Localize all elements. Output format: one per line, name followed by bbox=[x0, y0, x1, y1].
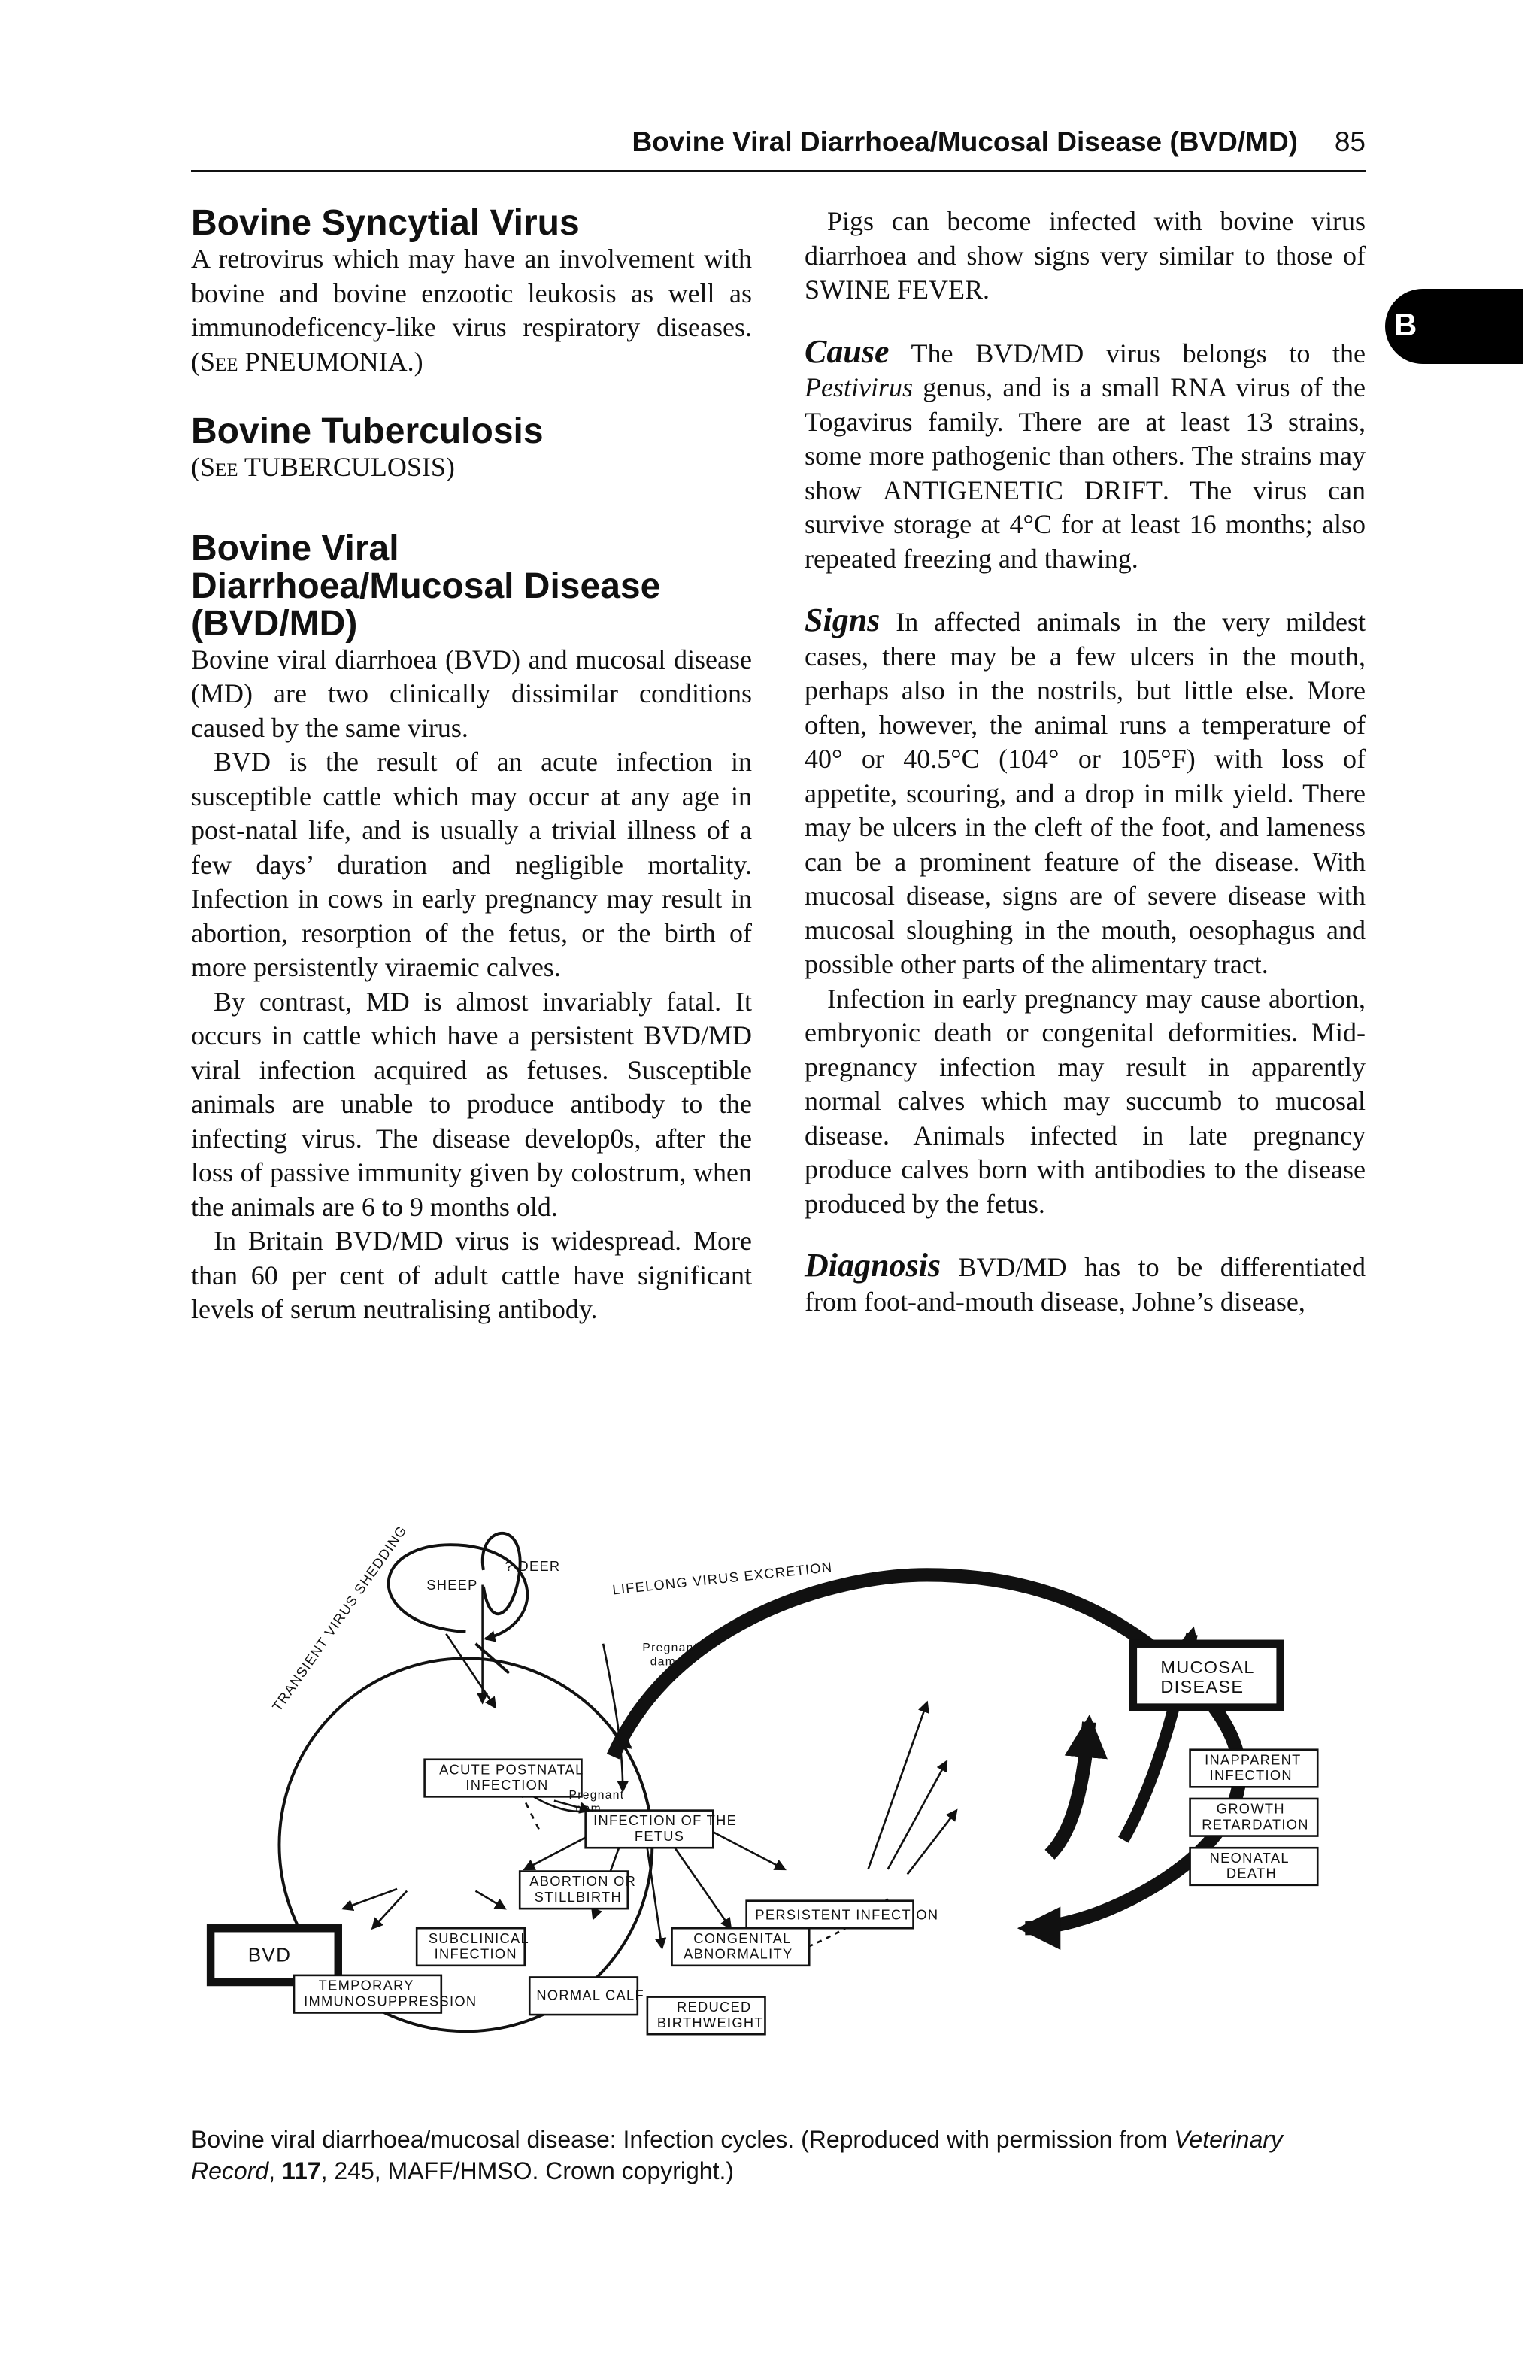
label-neonatal-2: DEATH bbox=[1226, 1865, 1277, 1881]
left-column bbox=[191, 205, 752, 1327]
label-abortion-1: ABORTION OR bbox=[529, 1873, 637, 1890]
cause-paragraph: Cause The BVD/MD virus belongs to the Pestivirus genus, and is a small RNA virus of the Togavirus family. There are at least 13 strains, some more pathogenic than others. The strains may show ANTIGENETIC DRIFT. The virus can survive storage at 4°C for at least 16 months; also repeated freezing and thawing. bbox=[805, 332, 1366, 574]
thumb-tab-letter: B bbox=[1394, 307, 1417, 342]
infection-cycle-diagram bbox=[191, 1466, 1349, 2106]
label-growth-2: RETARDATION bbox=[1202, 1816, 1309, 1833]
bvd-paragraph-1: Bovine viral diarrhoea (BVD) and mucosal disease (MD) are two clinically dissimilar conditions caused by the same virus. bbox=[191, 644, 752, 743]
running-title: Bovine Viral Diarrhoea/Mucosal Disease (BVD/MD) bbox=[632, 126, 1298, 157]
page-number: 85 bbox=[1334, 126, 1366, 157]
label-temporary-2: IMMUNOSUPPRESSION bbox=[304, 1993, 477, 2009]
signs-paragraph: Signs In affected animals in the very mildest cases, there may be a few ulcers in the mouth, perhaps also in the nostrils, but little else. More often, however, the animal runs a temperature of 40° or 40.5°C (104° or 105°F) with loss of appetite, scouring, and a drop in milk yield. There may be ulcers in the cleft of the foot, and lameness can be a prominent feature of the disease. With mucosal disease, signs are of severe disease with mucosal sloughing in the mouth, oesophagus and possible other parts of the alimentary tract. bbox=[805, 602, 1366, 979]
label-congenital-2: ABNORMALITY bbox=[684, 1945, 793, 1962]
cause-subheading: Cause bbox=[805, 332, 890, 370]
label-subclinical-2: INFECTION bbox=[434, 1945, 517, 1962]
label-deer: ? DEER bbox=[505, 1558, 561, 1575]
label-inapparent-1: INAPPARENT bbox=[1205, 1751, 1302, 1768]
diagram-boxes bbox=[211, 1644, 1317, 2034]
label-transient-shedding: TRANSIENT VIRUS SHEDDING bbox=[268, 1522, 411, 1715]
swine-fever-link[interactable]: SWINE FEVER bbox=[805, 274, 983, 305]
label-reduced-2: BIRTHWEIGHT bbox=[656, 2015, 764, 2031]
label-pregnant-dam-mid-2: dam bbox=[575, 1802, 602, 1816]
label-pregnant-dam-mid-1: Pregnant bbox=[568, 1788, 625, 1802]
label-persistent: PERSISTENT INFECTION bbox=[755, 1906, 939, 1923]
antigenetic-drift-link[interactable]: ANTIGENETIC DRIFT bbox=[882, 474, 1163, 505]
signs-subheading: Signs bbox=[805, 602, 881, 638]
label-acute-1: ACUTE POSTNATAL bbox=[439, 1761, 584, 1778]
label-congenital-1: CONGENITAL bbox=[693, 1930, 792, 1946]
label-mucosal-1: MUCOSAL bbox=[1160, 1657, 1255, 1677]
infection-paragraph: Infection in early pregnancy may cause abortion, embryonic death or congenital deformities. Mid-pregnancy infection may result in apparently normal calves which may succumb to mucosal disease. Animals infected in late pregnancy produce calves born with antibodies to the disease produced by the fetus. bbox=[805, 983, 1366, 1219]
header-rule bbox=[191, 170, 1366, 172]
diagnosis-paragraph: Diagnosis BVD/MD has to be differentiated from foot-and-mouth disease, Johne’s disease, bbox=[805, 1247, 1366, 1317]
label-inapparent-2: INFECTION bbox=[1209, 1767, 1293, 1784]
bvd-paragraph-3: By contrast, MD is almost invariably fatal. It occurs in cattle which have a persistent BVD/MD viral infection acquired as fetuses. Susceptible animals are unable to produce antibody to the infecting virus. The disease develop0s, after the loss of passive immunity given by colostrum, when the animals are 6 to 9 months old. bbox=[191, 986, 752, 1222]
label-acute-2: INFECTION bbox=[465, 1777, 549, 1793]
label-reduced-1: REDUCED bbox=[677, 1999, 752, 2015]
label-sheep: SHEEP bbox=[426, 1576, 478, 1593]
see-pneumonia-link[interactable]: See PNEUMONIA. bbox=[200, 346, 414, 377]
label-normal-calf: NORMAL CALF bbox=[536, 1987, 644, 2003]
see-tuberculosis-link[interactable]: (See TUBERCULOSIS) bbox=[191, 452, 455, 482]
syncytial-heading: Bovine Syncytial Virus bbox=[191, 203, 580, 243]
label-mucosal-2: DISEASE bbox=[1160, 1677, 1244, 1697]
label-neonatal-1: NEONATAL bbox=[1209, 1849, 1290, 1866]
bvd-paragraph-2: BVD is the result of an acute infection in susceptible cattle which may occur at any age in post-natal life, and is usually a trivial illness of a few days’ duration and negligible mortality. Infection in cows in early pregnancy may result in abortion, resorption of the fetus, or the birth of more persistently viraemic calves. bbox=[191, 747, 752, 982]
pigs-paragraph: Pigs can become infected with bovine virus diarrhoea and show signs very similar to those of SWINE FEVER. bbox=[805, 206, 1366, 305]
label-abortion-2: STILLBIRTH bbox=[534, 1889, 623, 1905]
lifelong-excretion-cycle bbox=[613, 1575, 1239, 1928]
right-column bbox=[805, 205, 1366, 1319]
running-head bbox=[191, 125, 1366, 170]
label-fetus-1: INFECTION OF THE bbox=[593, 1812, 738, 1829]
bvd-paragraph-4: In Britain BVD/MD virus is widespread. More than 60 per cent of adult cattle have significant levels of serum neutralising antibody. bbox=[191, 1226, 752, 1324]
label-growth-1: GROWTH bbox=[1216, 1800, 1285, 1817]
thumb-index-tab bbox=[1385, 289, 1523, 364]
label-pregnant-dam-top-2: dam bbox=[650, 1655, 677, 1669]
bvd-heading: Bovine Viral Diarrhoea/Mucosal Disease (BVD/MD) bbox=[191, 528, 661, 644]
journal-name: Veterinary Record bbox=[191, 2126, 1283, 2184]
syncytial-body: A retrovirus which may have an involvement with bovine and bovine enzootic leukosis as well as immunodeficency-like virus respiratory diseases. (See PNEUMONIA.) bbox=[191, 244, 752, 377]
tuberculosis-heading: Bovine Tuberculosis bbox=[191, 411, 544, 451]
label-bvd: BVD bbox=[247, 1943, 292, 1966]
label-fetus-2: FETUS bbox=[634, 1828, 685, 1845]
label-pregnant-dam-top-1: Pregnant bbox=[642, 1642, 699, 1655]
label-subclinical-1: SUBCLINICAL bbox=[428, 1930, 529, 1946]
figure-caption: Bovine viral diarrhoea/mucosal disease: Infection cycles. (Reproduced with permission from Veterinary Record, 117, 245, MAFF/HMSO. Crown copyright.) bbox=[191, 2126, 1283, 2184]
label-temporary-1: TEMPORARY bbox=[318, 1977, 414, 1993]
diagnosis-subheading: Diagnosis bbox=[805, 1247, 941, 1284]
label-lifelong-excretion: LIFELONG VIRUS EXCRETION bbox=[611, 1558, 834, 1598]
